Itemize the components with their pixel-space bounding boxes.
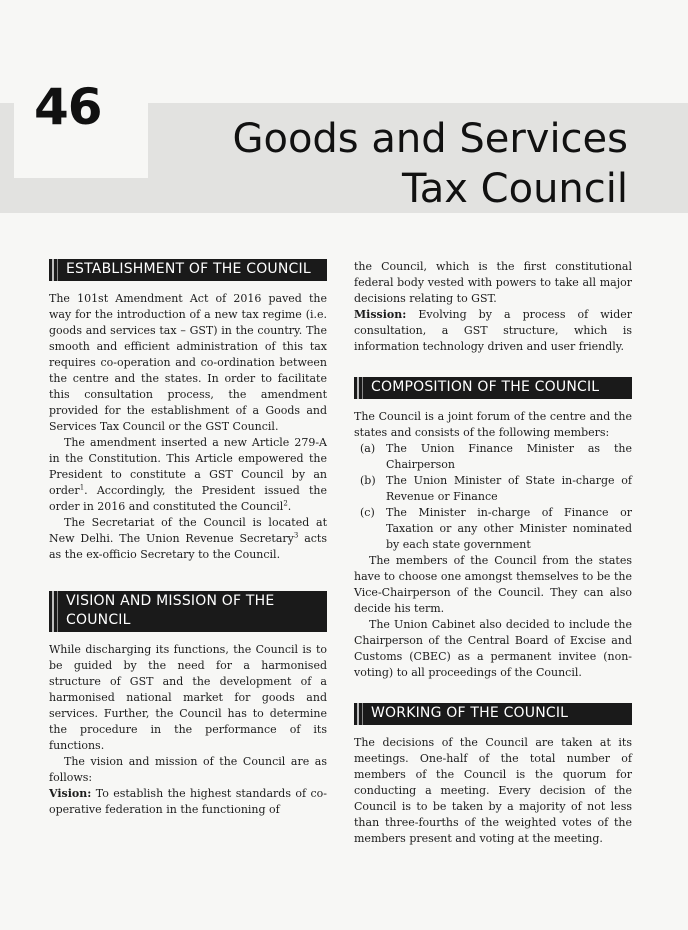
working-paragraph-1: The decisions of the Council are taken at its meetings. One-half of the total number of members of the Council is the quorum for conducting a meeting. Every decision of the Council is to be taken by a majority of not less than three-fourths of the weighted votes of the members present and voting at the meeting.	[354, 736, 632, 845]
list-item: (b) The Union Minister of State in-charge of Revenue or Finance	[360, 474, 632, 503]
list-item: (c) The Minister in-charge of Finance or Taxation or any other Minister nominated by each state government	[360, 506, 632, 551]
establishment-paragraph-1: The 101st Amendment Act of 2016 paved the way for the introduction of a new tax regime (i.e. goods and services tax – GST) in the country. The smooth and efficient administration of this tax requires co-operation and co-ordination between the centre and the states. In order to facilitate this consultation process, the amendment provided for the establishment of a Goods and Services Tax Council or the GST Council.	[49, 292, 327, 433]
composition-intro: The Council is a joint forum of the centre and the states and consists of the following members:	[354, 410, 632, 439]
section-heading-working: WORKING OF THE COUNCIL	[354, 703, 632, 725]
left-column	[49, 259, 327, 818]
vision-label: Vision:	[49, 787, 92, 800]
footnote-ref-2: 2	[283, 499, 288, 508]
chapter-title-line-2: Tax Council	[401, 166, 628, 212]
composition-paragraph-3: The Union Cabinet also decided to include the Chairperson of the Central Board of Excise and Customs (CBEC) as a permanent invitee (non-voting) to all proceedings of the Council.	[354, 618, 632, 679]
list-item: (a) The Union Finance Minister as the Chairperson	[360, 442, 632, 471]
establishment-paragraph-2: The amendment inserted a new Article 279-A in the Constitution. This Article empowered the President to constitute a GST Council by an order$^1$. Accordingly, the President issued the order in 2016 and constituted the Council$^2$.	[49, 436, 327, 513]
section-heading-establishment: ESTABLISHMENT OF THE COUNCIL	[49, 259, 327, 281]
section-heading-composition: COMPOSITION OF THE COUNCIL	[354, 377, 632, 399]
mission-label: Mission:	[354, 308, 407, 321]
footnote-ref-1: 1	[79, 483, 85, 492]
vision-continuation: the Council, which is the first constitutional federal body vested with powers to take all major decisions relating to GST.	[354, 260, 632, 305]
chapter-number: 46	[14, 60, 148, 178]
composition-paragraph-2: The members of the Council from the states have to choose one amongst themselves to be the Vice-Chairperson of the Council. They can also decide his term.	[354, 554, 632, 615]
mission-statement: Mission: Evolving by a process of wider consultation, a GST structure, which is information technology driven and user friendly.	[354, 308, 632, 353]
right-column	[354, 259, 632, 847]
chapter-title	[232, 114, 628, 214]
chapter-title-line-1: Goods and Services	[232, 116, 628, 162]
vision-paragraph-2: The vision and mission of the Council are as follows:	[49, 755, 327, 784]
section-heading-vision-mission: VISION AND MISSION OF THE COUNCIL	[49, 591, 327, 632]
establishment-paragraph-3: The Secretariat of the Council is located at New Delhi. The Union Revenue Secretary$^3$ acts as the ex-officio Secretary to the Council.	[49, 516, 327, 561]
vision-statement: Vision: To establish the highest standards of co-operative federation in the functioning of	[49, 787, 327, 816]
members-list	[354, 441, 632, 553]
footnote-ref-3: 3	[293, 531, 299, 540]
vision-paragraph-1: While discharging its functions, the Council is to be guided by the need for a harmonised structure of GST and the development of a harmonised national market for goods and services. Further, the Council has to determine the procedure in the performance of its functions.	[49, 643, 327, 752]
